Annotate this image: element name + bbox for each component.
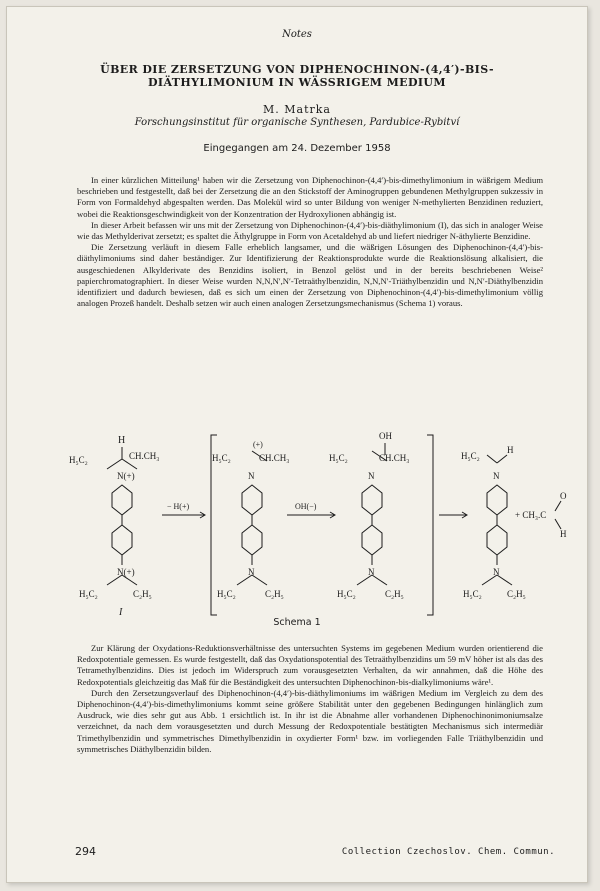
- article-affiliation: Forschungsinstitut für organische Synthesen, Pardubice-Rybitví: [134, 117, 460, 128]
- ethyl-label: C₂H₅: [265, 589, 284, 599]
- paragraph: In dieser Arbeit befassen wir uns mit der Zersetzung von Diphenochinon-(4,4′)-bis-diäthylimonium (I), das sich in analoger Weise wie das Methylderivat zersetzt; es spaltet die Äthylgruppe in Form von Acetaldehyd ab und liefert niedriger N-äthylierte Benzidine.: [77, 219, 543, 242]
- n-label: N: [248, 471, 255, 481]
- section-header: Notes: [282, 29, 312, 40]
- aldehyde-h-label: H: [560, 529, 567, 539]
- ethyl-label: H₅C₂: [79, 589, 98, 599]
- article-author: M. Matrka: [263, 103, 331, 116]
- ethyl-label: H₅C₂: [69, 455, 88, 465]
- paragraph: In einer kürzlichen Mitteilung¹ haben wir die Zersetzung von Diphenochinon-(4,4′)-bis-dimethylimonium in wäßrigem Medium beschrieben und festgestellt, daß bei der Zersetzung die an den Stickstoff der Aminogruppen gebundenen Methylgruppen sukzessiv in Form von Formaldehyd abgespalten werden. Das Molekül wird so unter Bildung von weniger N-methylierten Benzidinen reduziert, wobei die Reaktionsgeschwindigkeit von der Konzentration der Hydroxylionen abhängig ist.: [77, 175, 543, 219]
- ethyl-label: H₅C₂: [337, 589, 356, 599]
- arrow-label: − H(+): [167, 502, 190, 511]
- journal-name: Collection Czechoslov. Chem. Commun.: [341, 847, 555, 857]
- ethyl-label: H₅C₂: [329, 453, 348, 463]
- paragraph: Zur Klärung der Oxydations-Reduktionsverhältnisse des untersuchten Systems im gegebenen Medium wurden orientierend die Redoxpotentiale gemessen. Es wurde festgestellt, daß das Oxydationspotential des Tetraäthylbenzidins um 59 mV höher ist als das des Tetramethylbenzidins. Dies ist jedoch im Widerspruch zum vorausgesetzten Verhalten, da wir annahmen, daß die Höhe des Redoxpotentials gleichzeitig das Maß für die Beständigkeit des untersuchten Diphenochinon-bis-dialkylimoniums wäre¹.: [77, 643, 543, 687]
- ethyl-label: H₅C₂: [217, 589, 236, 599]
- journal-page: [6, 6, 588, 883]
- n-label: N: [248, 567, 255, 577]
- page-number: 294: [75, 845, 96, 858]
- article-title: ÜBER DIE ZERSETZUNG VON DIPHENOCHINON-(4,4′)-BIS-DIÄTHYLIMONIUM IN WÄSSRIGEM MEDIUM: [100, 63, 494, 89]
- ethyl-label: H₅C₂: [463, 589, 482, 599]
- chch3-label: CH.CH₃: [259, 453, 290, 463]
- ethyl-label: H₅C₂: [461, 451, 480, 461]
- n-label: N: [493, 471, 500, 481]
- n-label: N: [493, 567, 500, 577]
- acetaldehyde-label: + CH₃.C: [515, 510, 547, 520]
- paragraph: Die Zersetzung verläuft in diesem Falle erheblich langsamer, und die wäßrigen Lösungen des Diphenochinon-(4,4′)-bis-diäthylimoniums sind daher beständiger. Zur Identifizierung der Reaktionsprodukte wurde die Reaktionslösung alkalisiert, die ausgeschiedenen Alkylderivate des Benzidins isoliert, in Benzol gelöst und in der bereits beschriebenen Weise² papierchromatographiert. In dieser Weise wurden N,N,N′,N′-Tetraäthylbenzidin, N,N,N′-Triäthylbenzidin und N,N′-Diäthylbenzidin identifiziert und dadurch bewiesen, daß es sich um einen der Zersetzung von Diphenochinon-(4,4′)-bis-dimethylimonium völlig analogen Prozeß handelt. Deshalb setzen wir auch einen analogen Zersetzungsmechanismus (Schema 1) voraus.: [77, 242, 543, 309]
- reaction-scheme-figure: [67, 425, 567, 625]
- aldehyde-o-label: O: [560, 491, 567, 501]
- h-label: H: [118, 435, 126, 446]
- nplus-label: N(+): [117, 567, 135, 577]
- ethyl-label: C₂H₅: [507, 589, 526, 599]
- n-label: N: [368, 567, 375, 577]
- chch3-label: CH.CH₃: [379, 453, 410, 463]
- arrow-label: OH(−): [295, 502, 317, 511]
- ethyl-label: H₅C₂: [212, 453, 231, 463]
- n-label: N: [368, 471, 375, 481]
- ethyl-label: C₂H₅: [133, 589, 152, 599]
- paragraph: Durch den Zersetzungsverlauf des Diphenochinon-(4,4′)-bis-diäthylimoniums im wäßrigen Medium im Vergleich zu dem des Diphenochinon-(4,4′)-bis-dimethylimoniums kommt seine größere Stabilität unter den gegebenen Bedingungen hinlänglich zum Ausdruck, wie dies sehr gut aus Abb. 1 ersichtlich ist. In ihr ist die Abnahme aller vorhandenen Diphenochinonimoniumsalze verzeichnet, da nach dem vorausgesetzten und durch Messung der Redoxpotentiale bestätigten Mechanismus sich intermediär Trimethylbenzidin und symmetrisches Dimethylbenzidin in oxydierter Form¹ bzw. im vorliegenden Falle Triäthylbenzidin und symmetrisches Diäthylbenzidin bilden.: [77, 687, 543, 754]
- reaction-scheme: [67, 425, 567, 625]
- ethyl-label: C₂H₅: [385, 589, 404, 599]
- oh-label: OH: [379, 431, 392, 441]
- received-date: Eingegangen am 24. Dezember 1958: [203, 143, 391, 154]
- charge-label: (+): [253, 440, 263, 449]
- scheme-caption: Schema 1: [273, 617, 321, 628]
- body-text-bottom: [77, 643, 543, 755]
- nplus-label: N(+): [117, 471, 135, 481]
- compound-number: I: [119, 607, 123, 618]
- h-label: H: [507, 445, 514, 455]
- body-text-top: [77, 175, 543, 309]
- chch3-label: CH.CH₃: [129, 451, 160, 461]
